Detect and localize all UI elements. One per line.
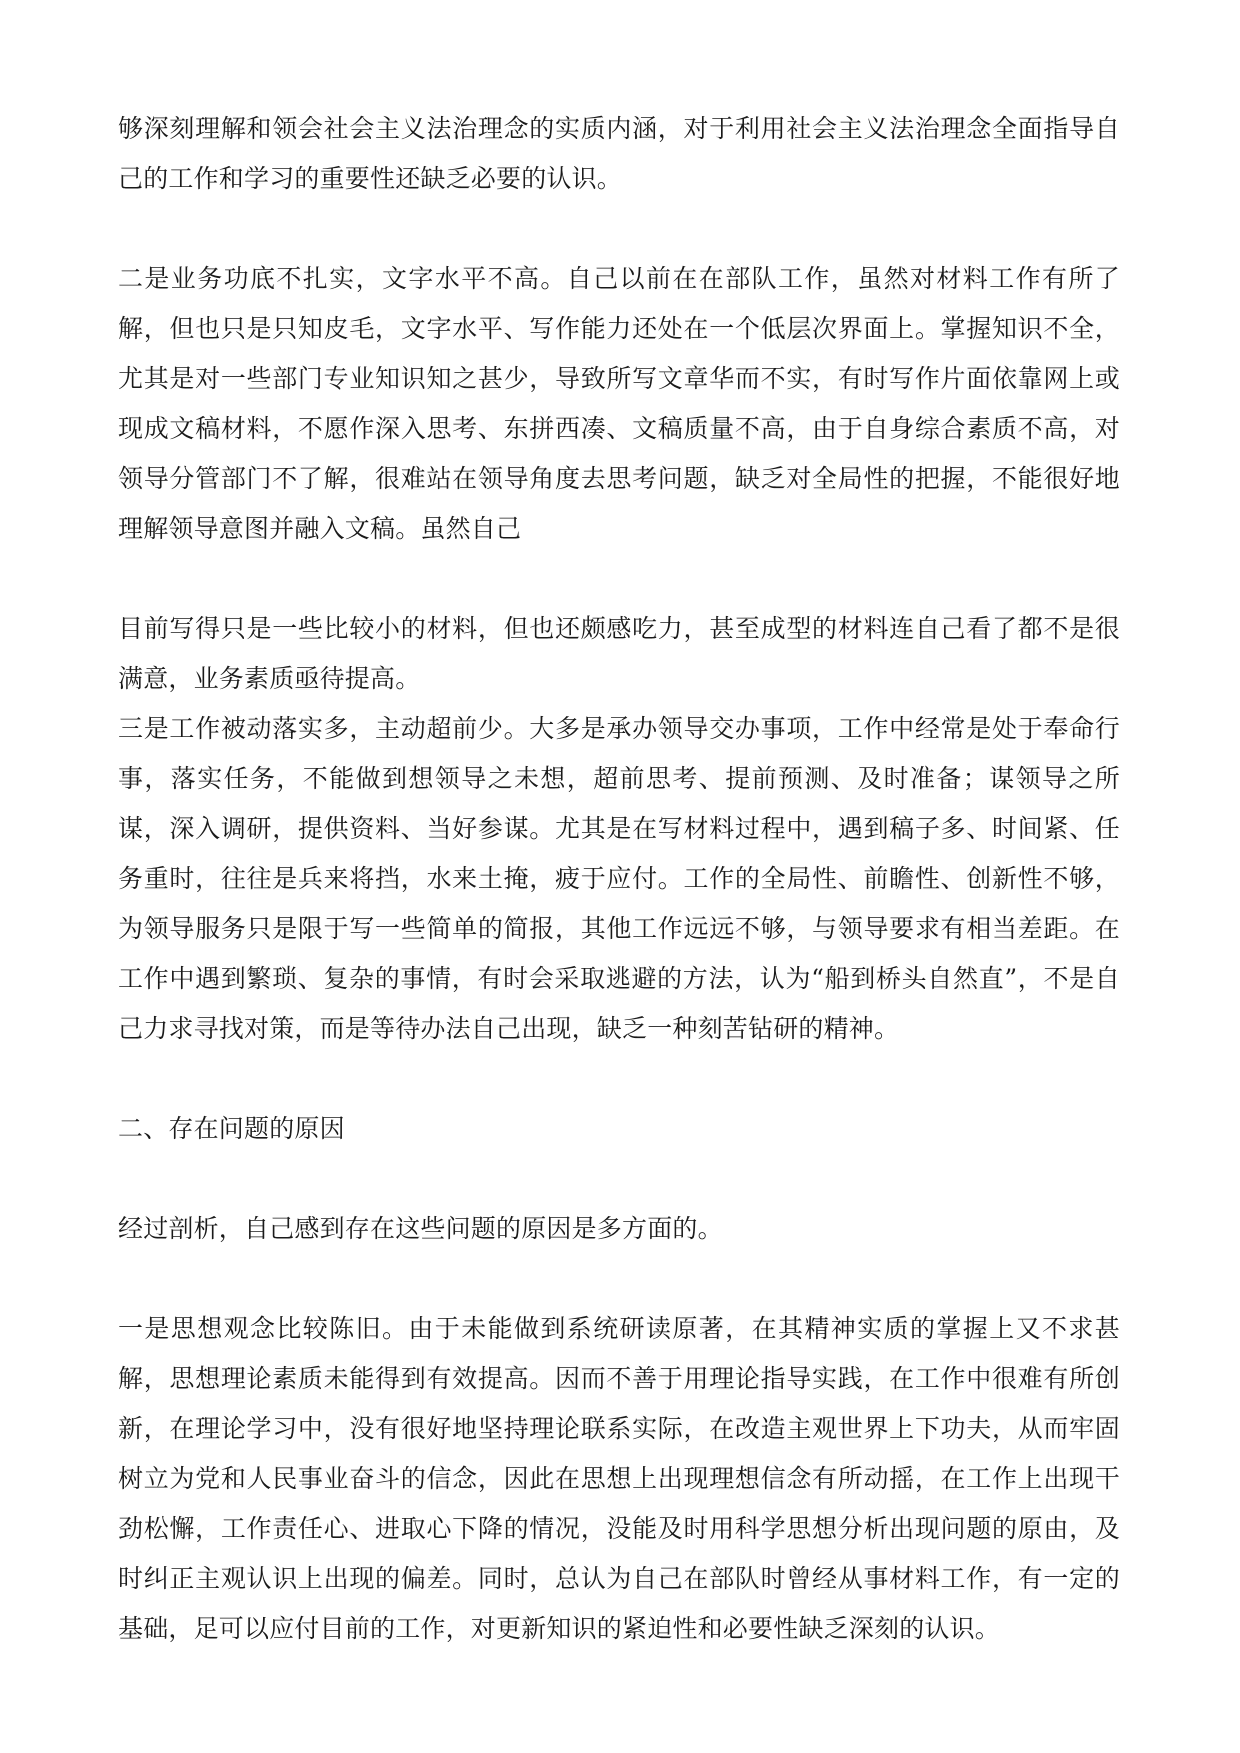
paragraph-current-materials: 目前写得只是一些比较小的材料，但也还颇感吃力，甚至成型的材料连自己看了都不是很满意，业务素质亟待提高。: [118, 614, 1120, 693]
paragraph-point-three-passive-work: 三是工作被动落实多，主动超前少。大多是承办领导交办事项，工作中经常是处于奉命行事，落实任务，不能做到想领导之未想，超前思考、提前预测、及时准备；谋领导之所谋，深入调研，提供资料、当好参谋。尤其是在写材料过程中，遇到稿子多、时间紧、任务重时，往往是兵来将挡，水来土掩，疲于应付。工作的全局性、前瞻性、创新性不够，为领导服务只是限于写一些简单的简报，其他工作远远不够，与领导要求有相当差距。在工作中遇到繁琐、复杂的事情，有时会采取逃避的方法，认为“船到桥头自然直”，不是自己力求寻找对策，而是等待办法自己出现，缺乏一种刻苦钻研的精神。: [118, 714, 1120, 1043]
paragraph-point-two-business-skills: 二是业务功底不扎实，文字水平不高。自己以前在在部队工作，虽然对材料工作有所了解，但也只是只知皮毛，文字水平、写作能力还处在一个低层次界面上。掌握知识不全，尤其是对一些部门专业知识知之甚少，导致所写文章华而不实，有时写作片面依靠网上或现成文稿材料，不愿作深入思考、东拼西凑、文稿质量不高，由于自身综合素质不高，对领导分管部门不了解，很难站在领导角度去思考问题，缺乏对全局性的把握，不能很好地理解领导意图并融入文稿。虽然自己: [118, 264, 1120, 543]
paragraph-legal-concept-continued: 够深刻理解和领会社会主义法治理念的实质内涵，对于利用社会主义法治理念全面指导自己的工作和学习的重要性还缺乏必要的认识。: [118, 114, 1120, 193]
section-heading-causes: 二、存在问题的原因: [118, 1114, 345, 1143]
document-body: [118, 104, 1120, 1654]
paragraph-causes-intro: 经过剖析，自己感到存在这些问题的原因是多方面的。: [118, 1214, 723, 1243]
paragraph-point-one-outdated-thinking: 一是思想观念比较陈旧。由于未能做到系统研读原著，在其精神实质的掌握上又不求甚解，思想理论素质未能得到有效提高。因而不善于用理论指导实践，在工作中很难有所创新，在理论学习中，没有很好地坚持理论联系实际，在改造主观世界上下功夫，从而牢固树立为党和人民事业奋斗的信念，因此在思想上出现理想信念有所动摇，在工作上出现干劲松懈，工作责任心、进取心下降的情况，没能及时用科学思想分析出现问题的原由，及时纠正主观认识上出现的偏差。同时，总认为自己在部队时曾经从事材料工作，有一定的基础，足可以应付目前的工作，对更新知识的紧迫性和必要性缺乏深刻的认识。: [118, 1314, 1120, 1643]
